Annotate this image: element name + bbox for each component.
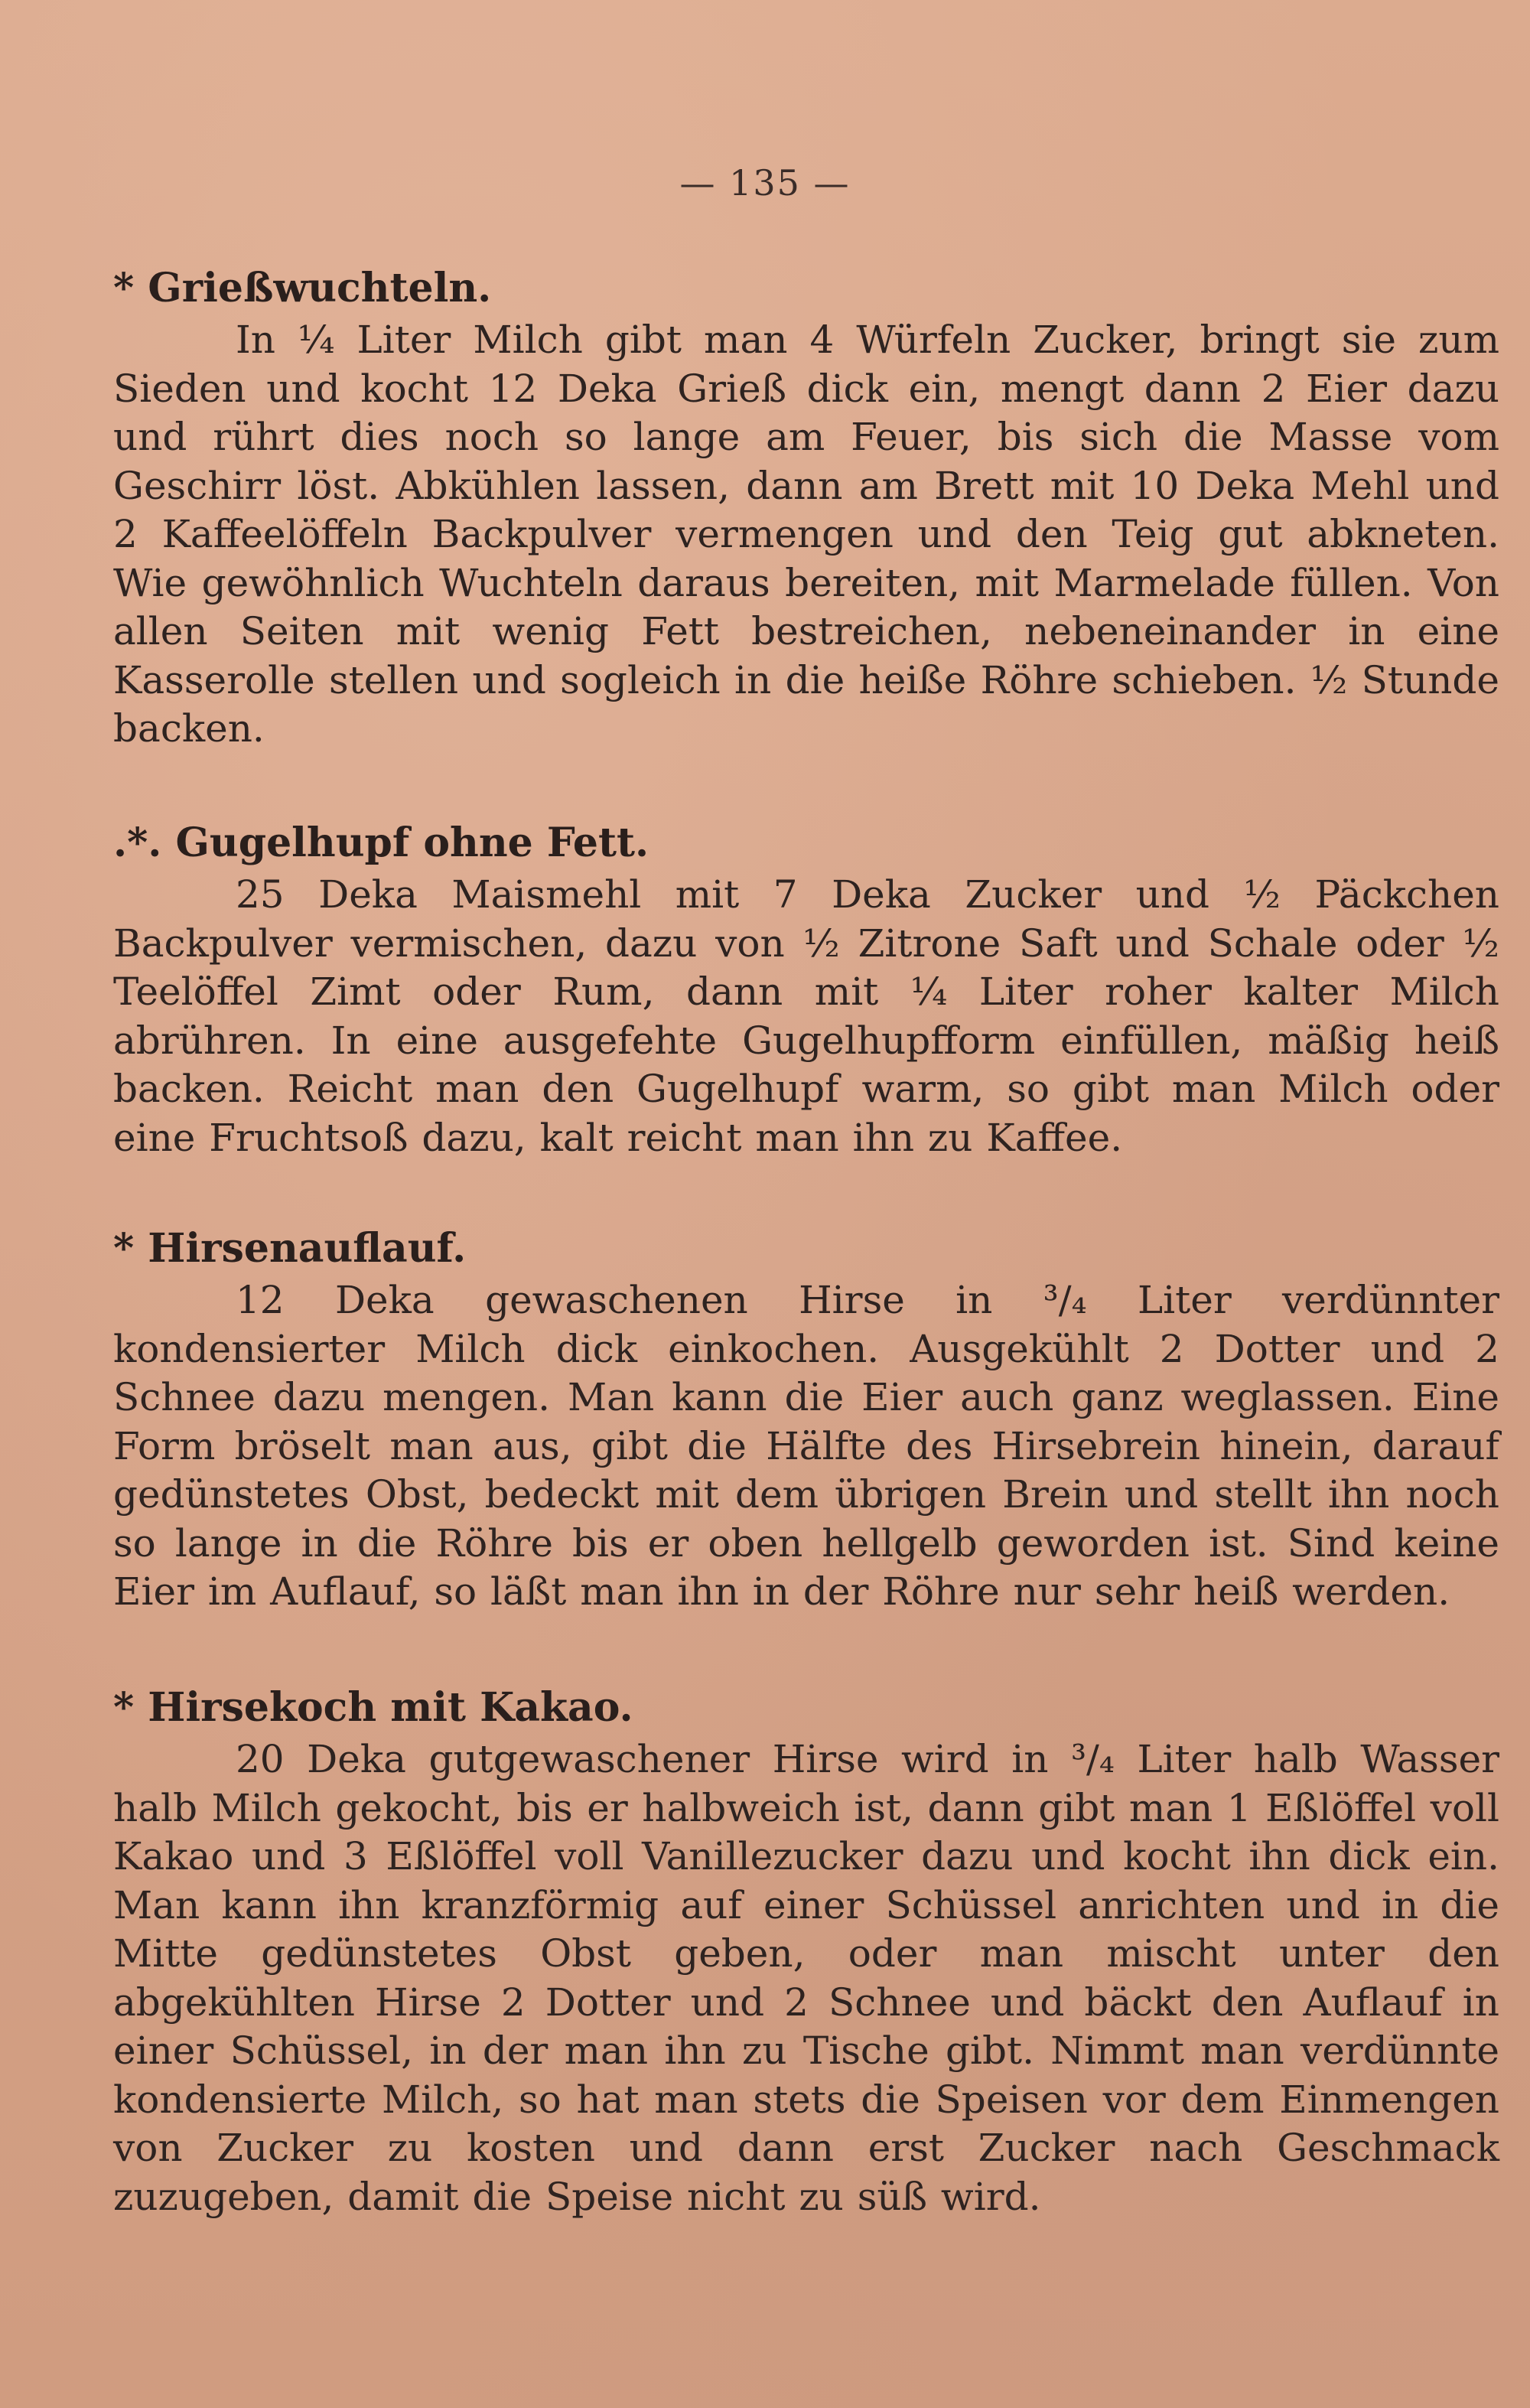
- recipe-title: .*. Gugelhupf ohne Fett.: [113, 820, 649, 866]
- recipe-body: 12 Deka gewaschenen Hirse in ³/₄ Liter verdünnter kondensierter Milch dick einkochen. Ausgekühlt 2 Dotter und 2 Schnee dazu mengen. Man kann die Eier auch ganz weglassen. Eine Form bröselt man aus, gibt die Hälfte des Hirsebrein hinein, darauf gedünstetes Obst, bedeckt mit dem übrigen Brein und stellt ihn noch so lange in die Röhre bis er oben hellgelb geworden ist. Sind keine Eier im Auflauf, so läßt man ihn in der Röhre nur sehr heiß werden.: [113, 1278, 1499, 1614]
- recipe-body: 25 Deka Maismehl mit 7 Deka Zucker und ½ Päckchen Backpulver vermischen, dazu von ½ Zitrone Saft und Schale oder ½ Teelöffel Zimt oder Rum, dann mit ¼ Liter roher kalter Milch abrühren. In eine ausgefehte Gugelhupfform einfüllen, mäßig heiß backen. Reicht man den Gugelhupf warm, so gibt man Milch oder eine Fruchtsoß dazu, kalt reicht man ihn zu Kaffee.: [113, 872, 1499, 1160]
- recipe-title: * Hirsenauflauf.: [113, 1225, 467, 1272]
- recipe-gugelhupf-ohne-fett: [113, 819, 1499, 1162]
- recipe-title: * Grießwuchteln.: [113, 265, 492, 311]
- page-number: — 135 —: [679, 162, 851, 204]
- recipe-hirsenauflauf: [113, 1224, 1499, 1617]
- recipe-title: * Hirsekoch mit Kakao.: [113, 1684, 633, 1731]
- recipe-body: 20 Deka gutgewaschener Hirse wird in ³/₄ Liter halb Wasser halb Milch gekocht, bis er halbweich ist, dann gibt man 1 Eßlöffel voll Kakao und 3 Eßlöffel voll Vanillezucker dazu und kocht ihn dick ein. Man kann ihn kranzförmig auf einer Schüssel anrichten und in die Mitte gedünstetes Obst geben, oder man mischt unter den abgekühlten Hirse 2 Dotter und 2 Schnee und bäckt den Auflauf in einer Schüssel, in der man ihn zu Tische gibt. Nimmt man verdünnte kondensierte Milch, so hat man stets die Speisen vor dem Einmengen von Zucker zu kosten und dann erst Zucker nach Geschmack zuzugeben, damit die Speise nicht zu süß wird.: [113, 1737, 1499, 2219]
- recipe-griesswuchteln: [113, 264, 1499, 754]
- recipe-body: In ¼ Liter Milch gibt man 4 Würfeln Zucker, bringt sie zum Sieden und kocht 12 Deka Grieß dick ein, mengt dann 2 Eier dazu und rührt dies noch so lange am Feuer, bis sich die Masse vom Geschirr löst. Abkühlen lassen, dann am Brett mit 10 Deka Mehl und 2 Kaffeelöffeln Backpulver vermengen und den Teig gut abkneten. Wie gewöhnlich Wuchteln daraus bereiten, mit Marmelade füllen. Von allen Seiten mit wenig Fett bestreichen, nebeneinander in eine Kasserolle stellen und sogleich in die heiße Röhre schieben. ½ Stunde backen.: [113, 318, 1499, 751]
- recipe-hirsekoch-mit-kakao: [113, 1683, 1499, 2221]
